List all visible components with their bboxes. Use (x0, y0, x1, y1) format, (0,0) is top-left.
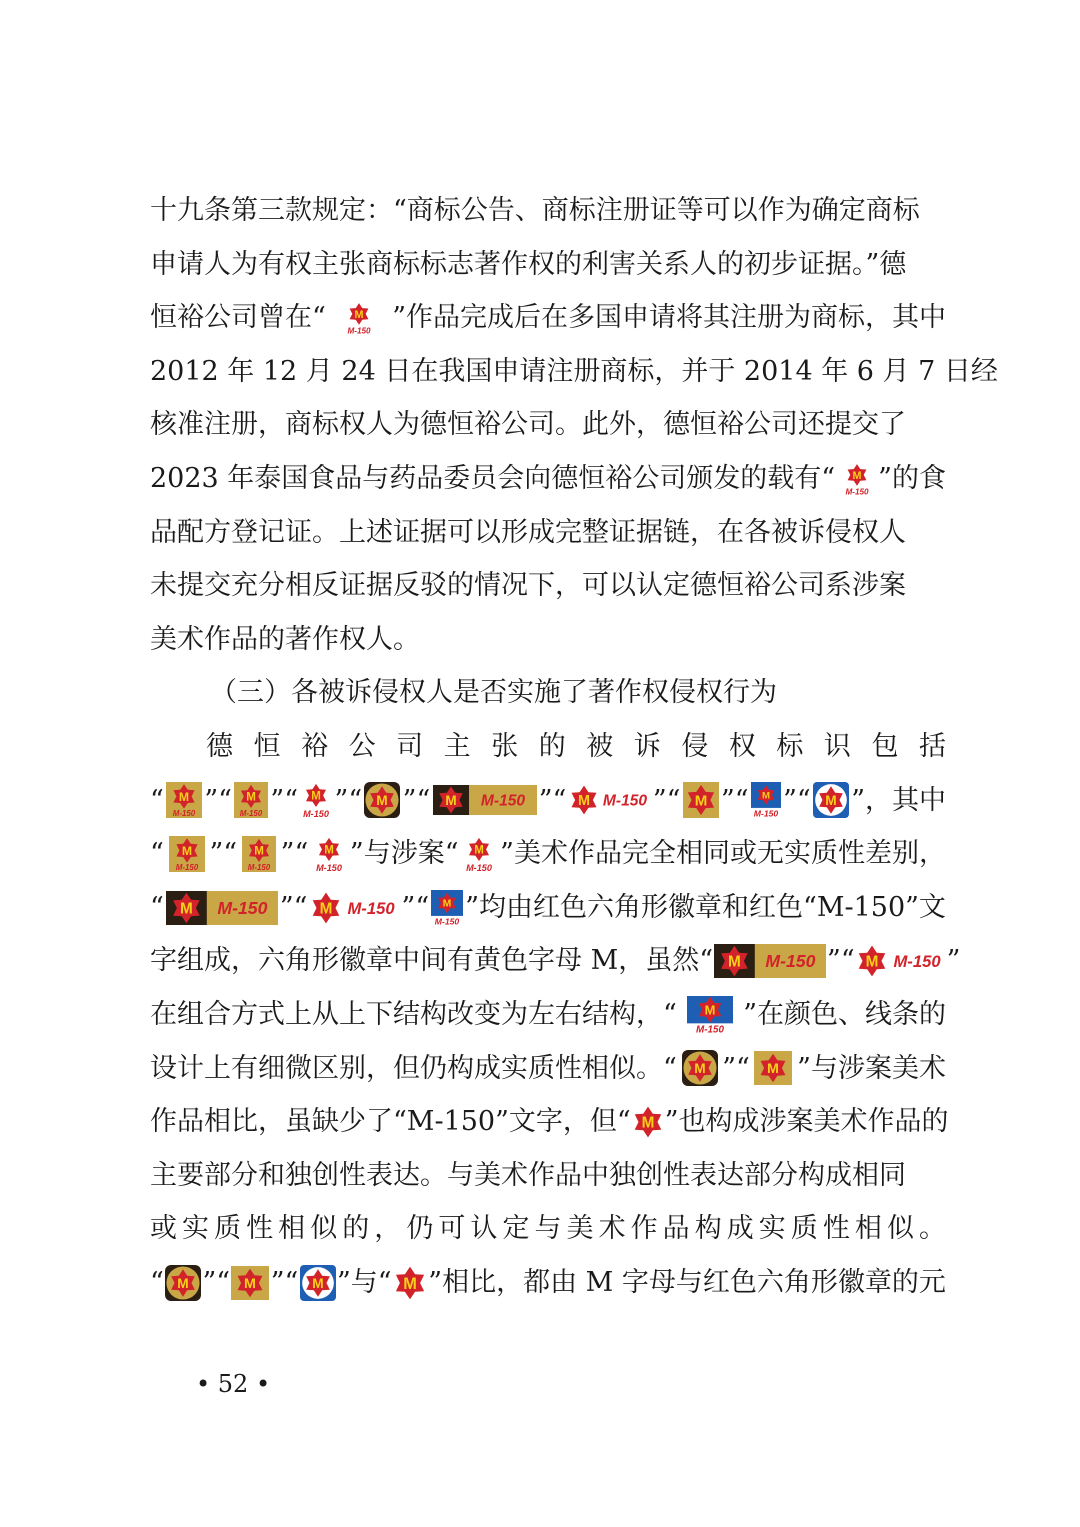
svg-text:M: M (403, 1274, 417, 1293)
svg-text:M-150: M-150 (602, 792, 647, 810)
text-segment: 德恒裕公司主张的被诉侵权标识包括 (206, 730, 967, 762)
svg-text:M: M (693, 1061, 706, 1077)
text-segment: ”“ (204, 784, 232, 816)
svg-text:M-150: M-150 (346, 898, 395, 918)
star-logo-stacked-icon (842, 462, 872, 496)
svg-text:M: M (761, 790, 770, 802)
svg-text:M: M (641, 1114, 655, 1132)
svg-text:M: M (728, 953, 741, 971)
text-segment: ”，其中 (851, 784, 946, 816)
text-line (150, 238, 946, 292)
text-segment: ”“ (334, 784, 363, 816)
svg-text:M-150: M-150 (845, 487, 869, 496)
gold-box-star-logo-icon (754, 1051, 792, 1085)
logo-row (150, 1042, 946, 1096)
dark-round-star-logo-icon (165, 1265, 201, 1301)
text-segment: ”“ (783, 784, 811, 816)
text-segment: ”美术作品完全相同或无实质性差别， (500, 838, 946, 870)
svg-text:M: M (181, 843, 192, 858)
text-segment: ”作品完成后在多国申请将其注册为商标，其中 (392, 302, 946, 334)
page-number: • 52 • (196, 1370, 271, 1398)
svg-text:M-150: M-150 (753, 808, 779, 819)
text-segment: ”在颜色、线条的 (743, 998, 946, 1030)
svg-text:M: M (865, 953, 879, 971)
text-segment: ”的食 (878, 462, 946, 494)
svg-text:M-150: M-150 (316, 863, 343, 873)
dark-round-star-logo-icon (364, 782, 400, 818)
text-segment: ”与“ (337, 1266, 392, 1298)
logo-row (150, 881, 946, 935)
svg-text:M: M (324, 844, 334, 857)
text-segment: 2012 年 12 月 24 日在我国申请注册商标，并于 2014 年 6 月 7 日经 (150, 355, 998, 387)
svg-text:M: M (577, 793, 590, 810)
gold-box-star-logo-icon (242, 836, 276, 872)
text-segment: 恒裕公司曾在“ (150, 302, 326, 334)
svg-text:M-150: M-150 (466, 863, 493, 873)
logo-row (150, 1256, 946, 1310)
svg-text:M: M (704, 1002, 716, 1018)
svg-text:M-150: M-150 (239, 809, 263, 819)
svg-text:M: M (376, 793, 389, 809)
svg-text:M: M (244, 1275, 257, 1292)
text-line (150, 345, 998, 399)
logo-row (150, 827, 946, 881)
text-segment: ”“ (402, 784, 431, 816)
horizontal-m150-logo-dark-icon (714, 944, 826, 978)
horizontal-m150-logo-dark-icon (433, 785, 537, 815)
text-segment: 作品相比，虽缺少了“M-150”文字，但“ (150, 1106, 631, 1138)
svg-text:M: M (767, 1061, 780, 1078)
text-segment: 品配方登记证。上述证据可以形成完整证据链，在各被诉侵权人 (150, 516, 906, 548)
svg-text:M: M (311, 1275, 324, 1291)
text-segment: 字组成，六角形徽章中间有黄色字母 M，虽然“ (150, 945, 714, 977)
blue-box-star-logo-icon (751, 782, 781, 818)
text-segment: ”“ (279, 891, 308, 923)
gold-box-star-logo-icon (234, 782, 268, 818)
text-segment: ”“ (827, 945, 855, 977)
svg-text:M-150: M-150 (217, 897, 268, 918)
red-star-logo-icon (393, 1266, 427, 1300)
text-segment: ”“ (209, 838, 238, 870)
text-segment: “ (150, 1266, 164, 1298)
document-body (150, 184, 998, 1309)
text-segment: ”均由红色六角形徽章和红色“M-150”文 (465, 891, 946, 923)
blue-round-star-logo-icon (813, 782, 849, 818)
text-segment: 2023 年泰国食品与药品委员会向德恒裕公司颁发的载有“ (150, 462, 836, 494)
text-line (150, 506, 946, 560)
svg-text:M: M (177, 1275, 189, 1291)
logo-row (150, 988, 946, 1042)
text-segment: 在组合方式上从上下结构改变为左右结构，“ (150, 998, 677, 1030)
svg-text:M-150: M-150 (172, 809, 196, 819)
text-segment: ”“ (270, 1266, 299, 1298)
text-segment: 核准注册，商标权人为德恒裕公司。此外，德恒裕公司还提交了 (150, 409, 906, 441)
text-line (150, 720, 967, 774)
svg-text:M-150: M-150 (303, 809, 330, 820)
red-star-logo-icon (632, 1106, 664, 1138)
svg-text:M: M (246, 791, 256, 804)
logo-row (150, 774, 946, 828)
svg-text:M: M (254, 845, 264, 858)
text-segment: ”相比，都由 M 字母与红色六角形徽章的元 (428, 1266, 946, 1298)
gold-box-star-logo-icon (683, 782, 719, 818)
text-line (150, 1149, 946, 1203)
text-segment: ”“ (280, 838, 309, 870)
gold-box-star-logo-icon (231, 1266, 269, 1300)
text-line (150, 398, 946, 452)
svg-text:M-150: M-150 (696, 1024, 724, 1034)
text-segment: ”“ (401, 891, 430, 923)
svg-text:M: M (694, 792, 708, 810)
text-segment: “ (150, 838, 164, 870)
svg-text:M: M (444, 793, 457, 809)
text-line (150, 291, 946, 345)
text-line (150, 613, 946, 667)
text-segment: ”“ (202, 1266, 231, 1298)
svg-text:M: M (178, 790, 190, 805)
text-segment: ”“ (538, 784, 567, 816)
text-segment: ”与涉案“ (349, 838, 459, 870)
text-segment: ”也构成涉案美术作品的 (664, 1106, 949, 1138)
svg-text:M-150: M-150 (247, 863, 271, 872)
horizontal-m150-logo-light-icon (856, 945, 946, 977)
svg-text:M-150: M-150 (175, 863, 198, 872)
text-segment: 或实质性相似的，仍可认定与美术作品构成实质性相似。 (150, 1213, 952, 1245)
blue-box-star-logo-icon (431, 890, 463, 926)
gold-box-star-logo-icon (166, 782, 202, 818)
svg-text:M-150: M-150 (434, 916, 460, 926)
section-heading (150, 666, 946, 720)
text-segment: ”“ (722, 1052, 750, 1084)
text-segment: ” (946, 945, 961, 977)
blue-box-star-logo-icon (687, 996, 733, 1034)
text-line (150, 184, 946, 238)
text-segment: 十九条第三款规定：“商标公告、商标注册证等可以作为确定商标 (150, 195, 920, 226)
text-segment: （三）各被诉侵权人是否实施了著作权侵权行为 (210, 677, 777, 709)
text-segment: “ (150, 891, 164, 923)
text-line (150, 452, 946, 506)
horizontal-m150-logo-light-icon (310, 892, 400, 924)
horizontal-m150-logo-light-icon (569, 785, 651, 815)
text-line (150, 1202, 952, 1256)
svg-text:M: M (442, 898, 452, 910)
svg-text:M-150: M-150 (893, 951, 941, 971)
text-segment: ”“ (652, 784, 681, 816)
text-segment: “ (150, 784, 164, 816)
horizontal-m150-logo-dark-icon (166, 891, 278, 925)
text-segment: 申请人为有权主张商标标志著作权的利害关系人的初步证据。”德 (150, 248, 907, 280)
dark-round-star-logo-icon (682, 1050, 718, 1086)
svg-text:M-150: M-150 (480, 792, 525, 810)
svg-text:M: M (319, 900, 332, 918)
text-segment: ”与涉案美术 (797, 1052, 946, 1084)
text-segment: 未提交充分相反证据反驳的情况下，可以认定德恒裕公司系涉案 (150, 570, 906, 602)
svg-text:M: M (852, 469, 862, 482)
svg-text:M: M (474, 844, 485, 857)
logo-row (150, 934, 961, 988)
svg-text:M-150: M-150 (765, 951, 816, 972)
star-logo-stacked-icon (463, 835, 495, 873)
svg-text:M: M (311, 790, 322, 803)
star-logo-stacked-icon (300, 781, 332, 819)
svg-text:M: M (825, 793, 837, 809)
star-logo-stacked-icon (344, 301, 374, 335)
text-segment: ”“ (720, 784, 749, 816)
svg-text:M-150: M-150 (347, 326, 371, 335)
gold-box-star-logo-icon (169, 836, 205, 872)
text-segment: 设计上有细微区别，但仍构成实质性相似。“ (150, 1052, 677, 1084)
text-segment: 主要部分和独创性表达。与美术作品中独创性表达部分构成相同 (150, 1159, 906, 1191)
svg-text:M: M (179, 900, 193, 918)
logo-row (150, 1095, 949, 1149)
blue-round-star-logo-icon (300, 1265, 336, 1301)
text-segment: ”“ (270, 784, 299, 816)
text-segment: 美术作品的著作权人。 (150, 623, 420, 655)
star-logo-stacked-icon (313, 835, 345, 873)
text-line (150, 559, 946, 613)
svg-text:M: M (354, 308, 364, 321)
